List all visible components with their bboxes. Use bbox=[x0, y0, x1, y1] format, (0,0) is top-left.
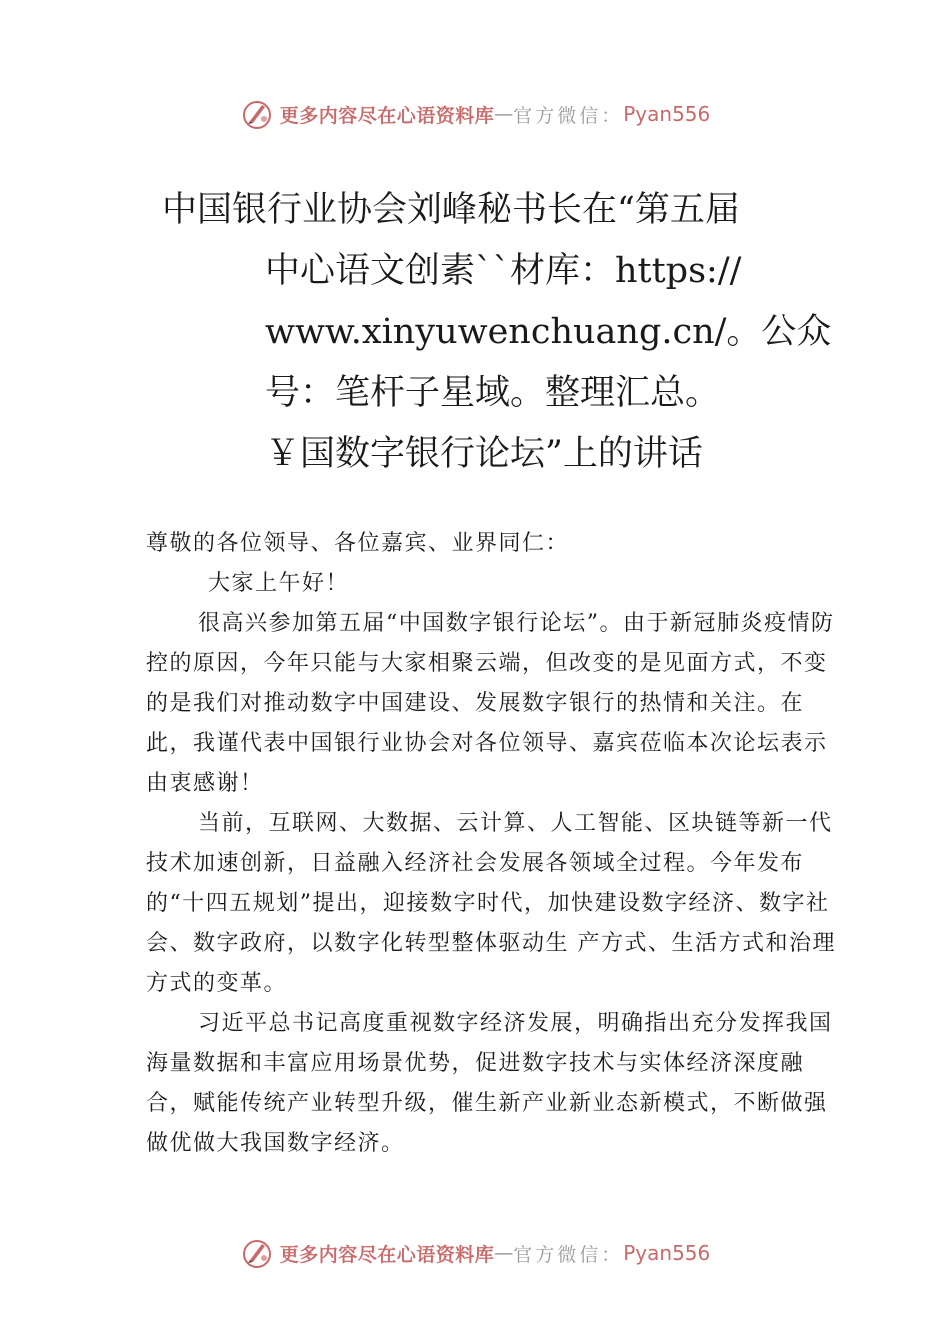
title-line-2: 中心语文创素``材库：https:// bbox=[265, 251, 742, 291]
banner-separator: — bbox=[494, 103, 514, 125]
title-line-5: ￥国数字银行论坛”上的讲话 bbox=[265, 434, 703, 474]
brand-logo-icon bbox=[240, 97, 274, 131]
banner-wechat-label: 官方微信： bbox=[513, 104, 624, 127]
speech-body bbox=[146, 524, 836, 1164]
title-line-4: 号：笔杆子星域。整理汇总。 bbox=[265, 373, 721, 413]
brand-logo-icon bbox=[240, 1236, 274, 1270]
paragraph: 当前，互联网、大数据、云计算、人工智能、区块链等新一代技术加速创新，日益融入经济社会发展各领域全过程。今年发布的“十四五规划”提出，迎接数字时代，加快建设数字经济、数字社会、数字政府，以数字化转型整体驱动生 产方式、生活方式和治理方式的变革。 bbox=[146, 811, 836, 996]
banner-wechat-id: Pyan556 bbox=[623, 102, 711, 126]
banner-brand-text: 更多内容尽在心语资料库 bbox=[279, 104, 495, 127]
banner-separator: — bbox=[494, 1242, 514, 1264]
paragraph: 习近平总书记高度重视数字经济发展，明确指出充分发挥我国海量数据和丰富应用场景优势，促进数字技术与实体经济深度融合，赋能传统产业转型升级，催生新产业新业态新模式，不断做强做优做大我国数字经济。 bbox=[146, 1011, 833, 1156]
paragraph: 很高兴参加第五届“中国数字银行论坛”。由于新冠肺炎疫情防控的原因，今年只能与大家相聚云端，但改变的是见面方式，不变的是我们对推动数字中国建设、发展数字银行的热情和关注。在此，我谨代表中国银行业协会对各位领导、嘉宾莅临本次论坛表示由衷感谢！ bbox=[146, 611, 835, 796]
header-banner bbox=[0, 94, 950, 134]
banner-brand-text: 更多内容尽在心语资料库 bbox=[279, 1243, 495, 1266]
banner-wechat-label: 官方微信： bbox=[513, 1243, 624, 1266]
footer-banner bbox=[0, 1233, 950, 1273]
greeting: 大家上午好！ bbox=[208, 571, 350, 596]
banner-wechat-id: Pyan556 bbox=[623, 1241, 711, 1265]
salutation: 尊敬的各位领导、各位嘉宾、业界同仁： bbox=[146, 531, 570, 556]
title-line-1: 中国银行业协会刘峰秘书长在“第五届 bbox=[162, 190, 740, 230]
title-line-3: www.xinyuwenchuang.cn/。公众 bbox=[265, 312, 832, 352]
